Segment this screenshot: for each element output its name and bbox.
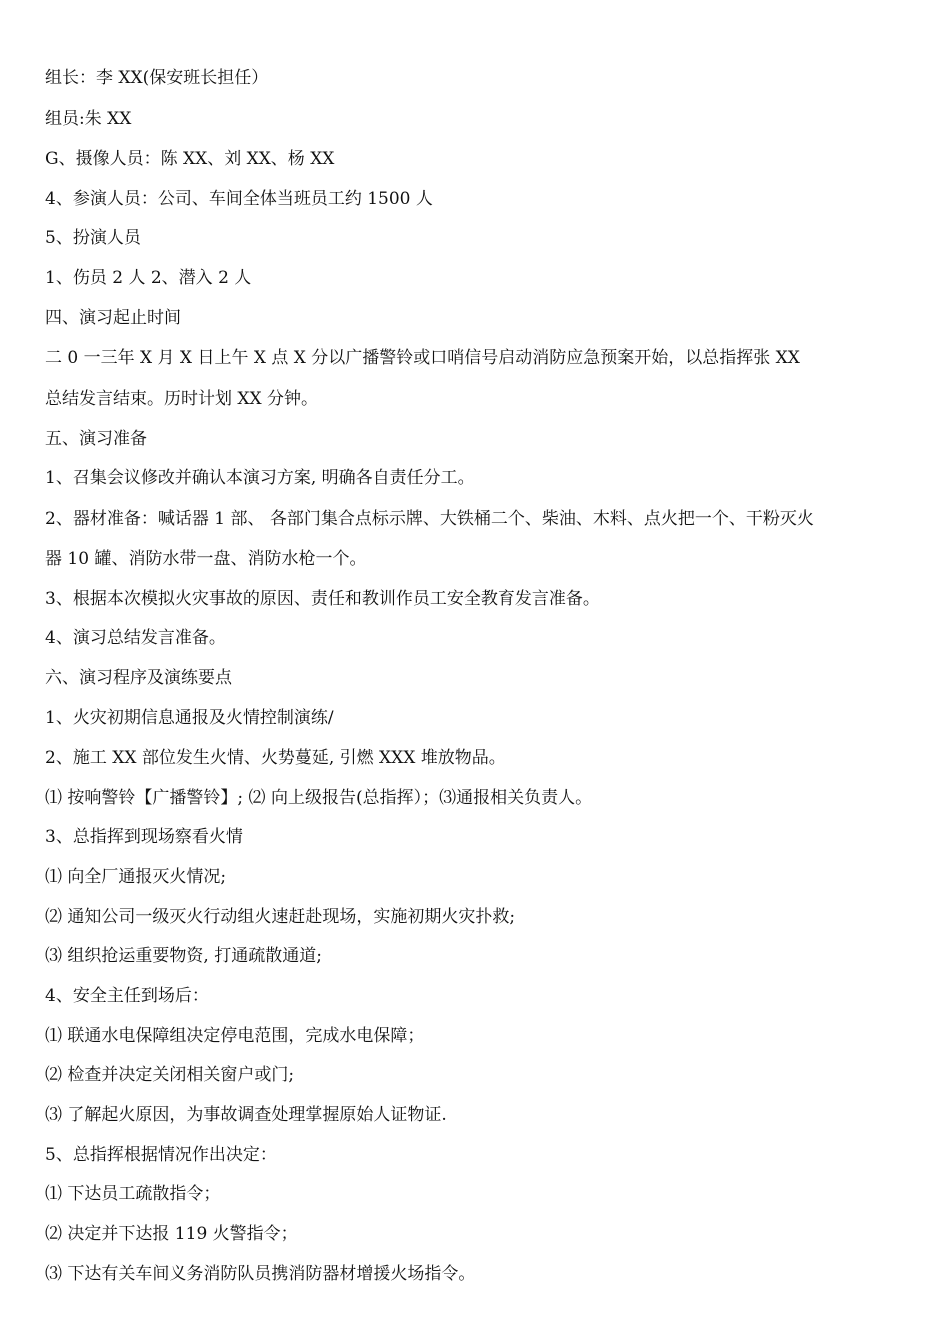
text-line: ⑶ 了解起火原因，为事故调查处理掌握原始人证物证. xyxy=(45,1105,447,1125)
text-line: 5、扮演人员 xyxy=(45,228,141,248)
text-line: 3、总指挥到现场察看火情 xyxy=(45,827,243,847)
text-line: 总结发言结束。历时计划 XX 分钟。 xyxy=(45,389,319,409)
text-line: ⑶ 组织抢运重要物资, 打通疏散通道; xyxy=(45,946,322,966)
text-line: G、摄像人员：陈 XX、刘 XX、杨 XX xyxy=(45,149,335,169)
text-line: 五、演习准备 xyxy=(45,429,147,449)
text-line: 四、演习起止时间 xyxy=(45,308,181,328)
text-line: 二 0 一三年 X 月 X 日上午 X 点 X 分以广播警铃或口哨信号启动消防应急预案开始，以总指挥张 XX xyxy=(45,348,800,368)
text-line: ⑶ 下达有关车间义务消防队员携消防器材增援火场指令。 xyxy=(45,1264,476,1284)
text-line: 4、参演人员：公司、车间全体当班员工约 1500 人 xyxy=(45,189,433,209)
text-line: 1、召集会议修改并确认本演习方案, 明确各自责任分工。 xyxy=(45,468,475,488)
text-line: 4、演习总结发言准备。 xyxy=(45,628,226,648)
text-line: 5、总指挥根据情况作出决定： xyxy=(45,1145,277,1165)
text-line: 4、安全主任到场后： xyxy=(45,986,209,1006)
text-line: ⑴ 向全厂通报灭火情况; xyxy=(45,867,227,887)
text-line: 2、施工 XX 部位发生火情、火势蔓延, 引燃 XXX 堆放物品。 xyxy=(45,748,506,768)
text-line: 组长：李 XX(保安班长担任） xyxy=(45,68,269,88)
text-line: ⑴ 按响警铃【广播警铃】; ⑵ 向上级报告(总指挥）；⑶通报相关负责人。 xyxy=(45,788,593,808)
text-line: ⑴ 联通水电保障组决定停电范围，完成水电保障； xyxy=(45,1026,425,1046)
text-line: ⑵ 决定并下达报 119 火警指令； xyxy=(45,1224,298,1244)
text-line: ⑴ 下达员工疏散指令； xyxy=(45,1184,221,1204)
text-line: 3、根据本次模拟火灾事故的原因、责任和教训作员工安全教育发言准备。 xyxy=(45,589,600,609)
text-line: ⑵ 检查并决定关闭相关窗户或门; xyxy=(45,1065,295,1085)
text-line: 1、火灾初期信息通报及火情控制演练/ xyxy=(45,708,334,728)
text-line: 2、器材准备：喊话器 1 部、 各部门集合点标示牌、大铁桶二个、柴油、木料、点火把一个、干粉灭火 xyxy=(45,509,814,529)
text-line: 器 10 罐、消防水带一盘、消防水枪一个。 xyxy=(45,549,367,569)
text-line: 1、伤员 2 人 2、潜入 2 人 xyxy=(45,268,252,288)
text-line: 六、演习程序及演练要点 xyxy=(45,668,232,688)
text-line: 组员:朱 XX xyxy=(45,109,132,129)
text-line: ⑵ 通知公司一级灭火行动组火速赶赴现场，实施初期火灾扑救; xyxy=(45,907,516,927)
